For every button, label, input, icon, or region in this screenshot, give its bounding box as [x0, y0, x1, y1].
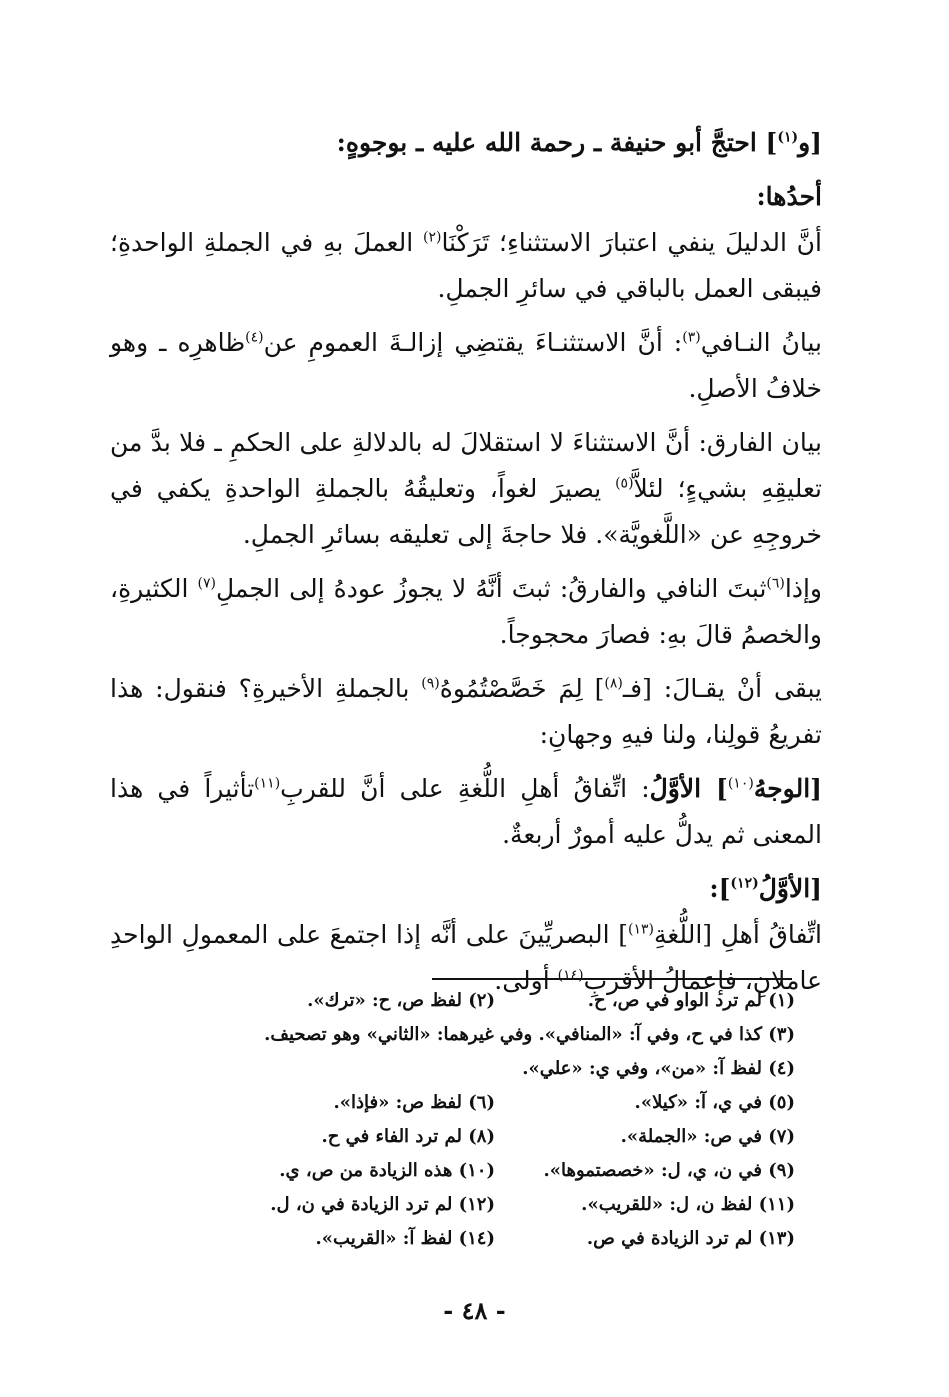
paragraph-2	[110, 320, 822, 412]
footnote-6: (٦) لفظ ص: «فإذا».	[333, 1092, 495, 1113]
footnote-3: (٣) كذا في ح، وفي آ: «المنافي». وفي غيرهما: «الثاني» وهو تصحيف.	[264, 1024, 795, 1045]
intro-text: ] احتجَّ أبو حنيفة ـ رحمة الله عليه ـ بوجوهٍ:	[336, 128, 778, 157]
footnote-ref: (١٢)	[730, 875, 759, 892]
footnote-5: (٥) في ي، آ: «كيلا».	[634, 1092, 795, 1113]
footnote-ref: (٣)	[682, 329, 701, 346]
text-span: : اتِّفاقُ أهلِ اللُّغةِ على أنَّ للقربِ	[280, 774, 650, 803]
text-span: [الأوَّلُ	[758, 874, 822, 903]
footnote-12: (١٢) لم ترد الزيادة في ن، ل.	[270, 1194, 495, 1215]
footnotes	[225, 984, 795, 1256]
footnote-row	[225, 1086, 795, 1120]
text-span: بيانُ النـافي	[700, 328, 823, 357]
text-span: يبقى أنْ يقـالَ: [فـ	[622, 674, 822, 703]
text-span: تأثيراً في هذا المعنى ثم يدلُّ عليه أمورٌ أربعةٌ.	[110, 774, 822, 849]
paragraph-5	[110, 666, 822, 758]
text-span: الكثيرةِ، والخصمُ قالَ بهِ: فصارَ محجوجاً.	[110, 574, 822, 649]
footnote-ref: (٤)	[245, 329, 264, 346]
text-span: ظاهرِه ـ وهو خلافُ الأصلِ.	[110, 328, 822, 403]
footnote-10: (١٠) هذه الزيادة من ص، ي.	[279, 1160, 495, 1181]
footnote-row	[225, 984, 795, 1018]
footnote-row	[225, 1222, 795, 1256]
text-span: ]:	[709, 874, 731, 903]
page-number: - ٤٨ -	[443, 1296, 506, 1325]
text-span: [الوجهُ	[753, 774, 822, 803]
heading-second	[110, 866, 822, 912]
footnote-4: (٤) لفظ آ: «من»، وفي ي: «علي».	[522, 1058, 795, 1079]
text-span: بالجملةِ الأخيرةِ؟ فنقول: هذا تفريعُ قولِنا، ولنا فيهِ وجهانِ:	[110, 674, 822, 749]
footnote-row	[225, 1120, 795, 1154]
footnote-14: (١٤) لفظ آ: «القريب».	[315, 1228, 495, 1249]
text-span: ] البصريِّينَ على أنَّه إذا اجتمعَ على المعمولِ الواحدِ عاملانِ، فإعمالُ الأقربِ	[110, 920, 822, 995]
footnote-ref: (٦)	[766, 575, 785, 592]
text-span: أولى.	[494, 966, 558, 995]
footnote-ref: (١)	[777, 129, 799, 146]
footnote-ref: (١٤)	[557, 967, 584, 984]
paragraph-4	[110, 566, 822, 658]
footnote-11: (١١) لفظ ن، ل: «للقريب».	[581, 1194, 795, 1215]
footnote-row	[225, 1154, 795, 1188]
paragraph-3	[110, 420, 822, 558]
footnote-ref: (٧)	[197, 575, 216, 592]
footnote-9: (٩) في ن، ي، ل: «خصصتموها».	[543, 1160, 795, 1181]
paragraph-6	[110, 766, 822, 858]
footnote-1: (١) لم ترد الواو في ص، ح.	[587, 990, 795, 1011]
text-span: ] لِمَ خَصَّصْتُمُوهُ	[439, 674, 605, 703]
footnote-ref: (١١)	[254, 775, 281, 792]
footnote-2: (٢) لفظ ص، ح: «ترك».	[307, 990, 495, 1011]
footnote-ref: (٥)	[615, 475, 634, 492]
main-text	[110, 120, 822, 1012]
text-span: بيان الفارق: أنَّ الاستثناءَ لا استقلالَ له بالدلالةِ على الحكمِ ـ فلا بدَّ من تعليقِهِ بشيءٍ؛ لئلاَّ	[110, 428, 822, 503]
footnote-ref: (٩)	[421, 675, 440, 692]
footnote-ref: (١٣)	[627, 921, 654, 938]
text-span: أنَّ الدليلَ ينفي اعتبارَ الاستثناءِ؛ تَرَكْنَا	[441, 228, 822, 257]
footnote-8: (٨) لم ترد الفاء في ح.	[321, 1126, 495, 1147]
text-span: اتِّفاقُ أهلِ [اللُّغةِ	[653, 920, 823, 949]
text-span: وإذا	[784, 574, 822, 603]
text-span: ثبتَ النافي والفارقُ: ثبتَ أنَّهُ لا يجوزُ عودهُ إلى الجملِ	[215, 574, 767, 603]
text-span: يصيرَ لغواً، وتعليقُهُ بالجملةِ الواحدةِ يكفي في خروجِهِ عن «اللَّغويَّة». فلا حاجةَ إلى تعليقه بسائرِ الجملِ.	[110, 474, 822, 549]
footnote-ref: (١٠)	[727, 775, 754, 792]
text-span: ] الأوَّلُ	[649, 774, 728, 803]
footnote-7: (٧) في ص: «الجملة».	[620, 1126, 795, 1147]
footnote-13: (١٣) لم ترد الزيادة في ص.	[586, 1228, 795, 1249]
footnote-row	[225, 1188, 795, 1222]
intro-prefix: [و	[798, 128, 822, 157]
footnote-ref: (٨)	[604, 675, 623, 692]
intro-line	[110, 120, 822, 166]
footnote-divider	[432, 978, 792, 980]
text-span: العملَ بهِ في الجملةِ الواحدةِ؛ فيبقى العمل بالباقي في سائرِ الجملِ.	[110, 228, 822, 303]
footnote-ref: (٢)	[422, 229, 442, 246]
text-span: : أنَّ الاستثنـاءَ يقتضِي إزالـةَ العمومِ عن	[263, 328, 683, 357]
heading-first: أحدُها:	[756, 182, 822, 211]
paragraph-1	[110, 220, 822, 312]
